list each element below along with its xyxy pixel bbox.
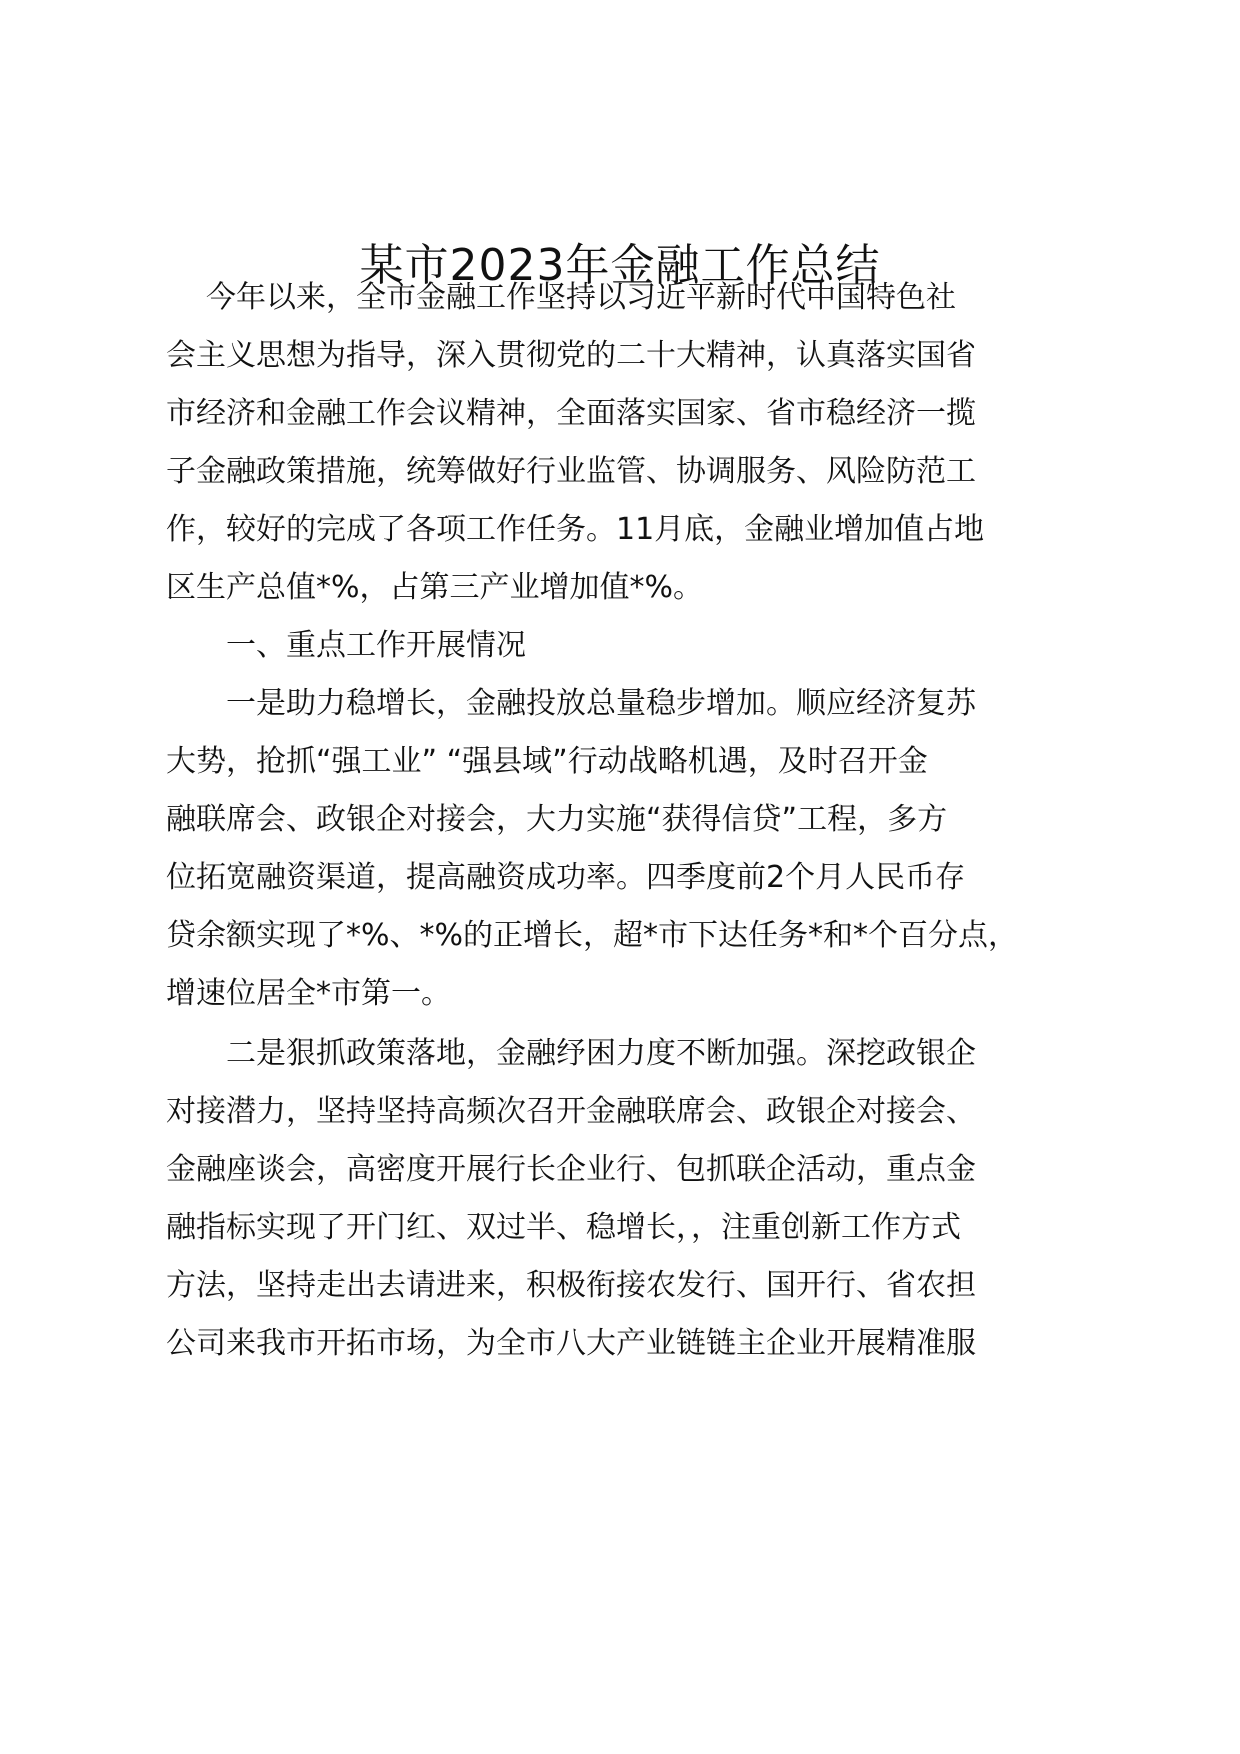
- paragraph-1-line-6: 区生产总值*%，占第三产业增加值*%。: [166, 570, 704, 605]
- paragraph-4-line-3: 金融座谈会，高密度开展行长企业行、包抓联企活动，重点金: [166, 1152, 976, 1187]
- paragraph-3-line-1: 一是助力稳增长，金融投放总量稳步增加。顺应经济复苏: [226, 686, 976, 721]
- paragraph-3-line-6: 增速位居全*市第一。: [166, 976, 451, 1011]
- paragraph-4-line-4: 融指标实现了开门红、双过半、稳增长，，注重创新工作方式: [166, 1210, 961, 1245]
- paragraph-1-line-1: 今年以来，全市金融工作坚持以习近平新时代中国特色社: [206, 280, 956, 315]
- paragraph-1-line-2: 会主义思想为指导，深入贯彻党的二十大精神，认真落实国省: [166, 338, 976, 373]
- paragraph-4-line-2: 对接潜力，坚持坚持高频次召开金融联席会、政银企对接会、: [166, 1094, 976, 1129]
- paragraph-1-line-3: 市经济和金融工作会议精神，全面落实国家、省市稳经济一揽: [166, 396, 976, 431]
- paragraph-4-line-1: 二是狠抓政策落地，金融纾困力度不断加强。深挖政银企: [226, 1036, 976, 1071]
- paragraph-4-line-6: 公司来我市开拓市场，为全市八大产业链链主企业开展精准服: [166, 1326, 976, 1361]
- paragraph-4-line-5: 方法，坚持走出去请进来，积极衔接农发行、国开行、省农担: [166, 1268, 976, 1303]
- paragraph-1-line-5: 作，较好的完成了各项工作任务。11月底，金融业增加值占地: [166, 512, 985, 547]
- section-heading: 一、重点工作开展情况: [226, 628, 526, 663]
- paragraph-3-line-5: 贷余额实现了*%、*%的正增长，超*市下达任务*和*个百分点，: [166, 918, 1019, 953]
- paragraph-3-line-3: 融联席会、政银企对接会，大力实施“获得信贷”工程，多方: [166, 802, 948, 837]
- paragraph-1-line-4: 子金融政策措施，统筹做好行业监管、协调服务、风险防范工: [166, 454, 976, 489]
- document-title: 某市2023年金融工作总结: [359, 240, 881, 291]
- paragraph-3-line-4: 位拓宽融资渠道，提高融资成功率。四季度前2个月人民币存: [166, 860, 966, 895]
- paragraph-3-line-2: 大势，抢抓“强工业” “强县域”行动战略机遇，及时召开金: [166, 744, 928, 779]
